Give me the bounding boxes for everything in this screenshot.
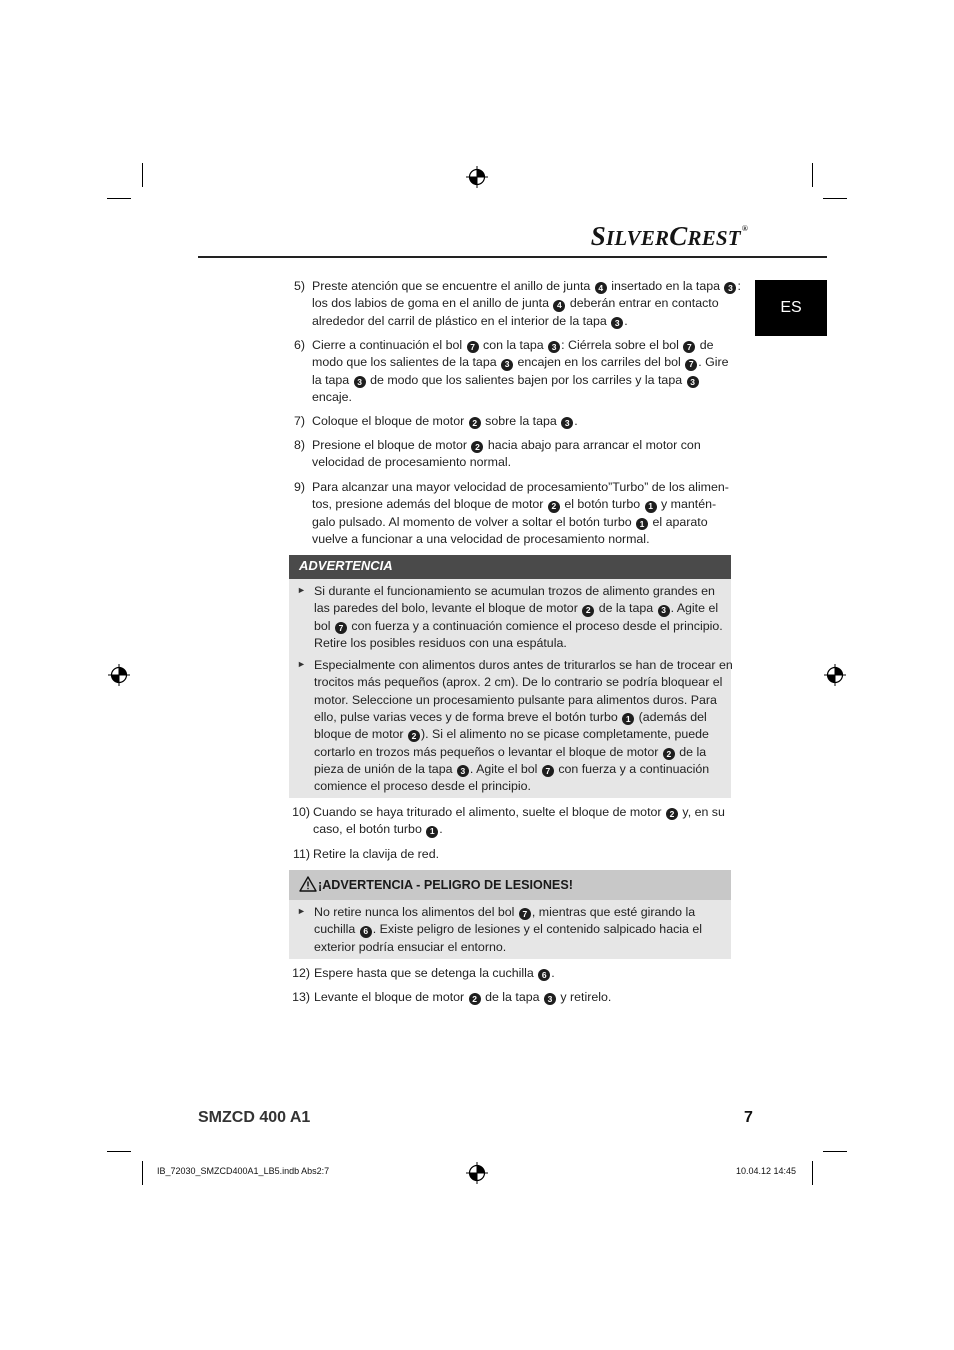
text-run: bol	[314, 618, 334, 633]
text-run: Cierre a continuación el bol	[312, 338, 466, 352]
text-run: ). Si el alimento no se picase completamente, puede	[421, 727, 709, 742]
text-run: y retirelo.	[556, 990, 612, 1004]
callout-number-icon: 3	[724, 282, 736, 294]
text-line	[312, 479, 729, 496]
callout-number-icon: 3	[457, 765, 469, 777]
text-line	[314, 744, 706, 761]
language-tab: ES	[755, 280, 827, 336]
text-line	[314, 657, 733, 674]
text-run: Retire los posibles residuos con una espátula.	[314, 635, 567, 650]
text-run: .	[624, 313, 628, 328]
callout-number-icon: 4	[595, 282, 607, 294]
step-number: 8)	[293, 438, 305, 452]
callout-number-icon: 7	[685, 359, 697, 371]
danger-header	[289, 870, 731, 900]
danger-title: ¡ADVERTENCIA - PELIGRO DE LESIONES!	[318, 878, 573, 892]
step-number: 10)	[292, 805, 310, 819]
text-run: los dos labios de goma en el anillo de junta	[312, 296, 553, 311]
text-line	[312, 354, 728, 371]
text-run: . Agite el	[670, 601, 719, 616]
crop-mark	[812, 1161, 813, 1185]
text-run: .	[551, 966, 555, 980]
step-number: 13)	[292, 990, 310, 1004]
step-number: 12)	[292, 966, 310, 980]
brand-logo: SILVERCREST®	[590, 221, 748, 251]
step-number: 9)	[293, 480, 305, 494]
text-run: Espere hasta que se detenga la cuchilla	[314, 966, 538, 980]
registration-mark-icon	[108, 664, 130, 686]
text-line	[313, 846, 439, 863]
text-run: exterior podría ensuciar el entorno.	[314, 939, 507, 954]
text-line	[312, 313, 628, 330]
callout-number-icon: 2	[469, 417, 481, 429]
callout-number-icon: 3	[561, 417, 573, 429]
text-line	[314, 939, 506, 956]
callout-number-icon: 3	[501, 359, 513, 371]
text-line	[314, 618, 723, 635]
text-run: con fuerza y a continuación comience el proceso desde el principio.	[347, 618, 723, 633]
slug-file: IB_72030_SMZCD400A1_LB5.indb Abs2:7	[157, 1166, 330, 1176]
text-run: caso, el botón turbo	[313, 822, 426, 837]
text-run: velocidad de procesamiento normal.	[312, 455, 512, 470]
text-run: vuelve a funcionar a una velocidad de procesamiento normal.	[312, 531, 650, 546]
crop-mark	[812, 163, 813, 187]
text-run: Coloque el bloque de motor	[312, 414, 468, 428]
callout-number-icon: 3	[611, 317, 623, 329]
text-line	[313, 804, 725, 821]
text-run: . Agite el bol	[469, 761, 541, 776]
registration-mark-icon	[466, 166, 488, 188]
text-run: .	[574, 414, 578, 428]
crop-mark	[107, 198, 131, 199]
text-run: modo que los salientes de la tapa	[312, 355, 501, 370]
text-line	[312, 531, 650, 548]
text-line	[312, 389, 352, 406]
text-run: de modo que los salientes bajen por los carriles y la tapa	[366, 372, 686, 387]
step-number: 11)	[293, 847, 310, 861]
step-number: 7)	[293, 414, 305, 428]
warning-header	[289, 555, 731, 579]
text-run: con la tapa	[479, 338, 548, 352]
callout-number-icon: 2	[582, 605, 594, 617]
text-line	[312, 337, 714, 354]
crop-mark	[107, 1151, 131, 1152]
text-run: la tapa	[312, 372, 353, 387]
text-run: galo pulsado. Al momento de volver a soltar el botón turbo	[312, 514, 636, 529]
text-run: cuchilla	[314, 922, 359, 937]
text-run: de	[696, 338, 714, 352]
text-run: comience el proceso desde el principio.	[314, 779, 531, 794]
callout-number-icon: 1	[645, 501, 657, 513]
text-run: cortarlo en trozos más pequeños o levantar el bloque de motor	[314, 744, 662, 759]
callout-number-icon: 7	[542, 765, 554, 777]
text-line	[314, 778, 531, 795]
text-run: de la tapa	[595, 601, 657, 616]
callout-number-icon: 2	[471, 441, 483, 453]
text-run: alrededor del carril de plástico en el interior de la tapa	[312, 313, 611, 328]
callout-number-icon: 3	[687, 376, 699, 388]
callout-number-icon: 2	[663, 748, 675, 760]
text-line	[314, 709, 707, 726]
text-line	[314, 921, 702, 938]
warning-triangle-icon	[299, 876, 317, 892]
callout-number-icon: 3	[544, 993, 556, 1005]
callout-number-icon: 1	[426, 826, 438, 838]
text-line	[313, 821, 443, 838]
text-run: y, en su	[678, 805, 725, 819]
text-line	[312, 514, 708, 531]
text-line	[312, 295, 719, 312]
text-run: :	[737, 279, 741, 293]
text-run: las paredes del bolo, levante el bloque de motor	[314, 601, 582, 616]
step-number: 6)	[293, 338, 305, 352]
bullet-arrow-icon: ►	[297, 906, 306, 916]
text-run: tos, presione además del bloque de motor	[312, 497, 547, 512]
text-run: hacia abajo para arrancar el motor con	[484, 438, 701, 452]
text-run: . Existe peligro de lesiones y el contenido salpicado hacia el	[372, 922, 703, 937]
registration-mark-icon	[466, 1162, 488, 1184]
text-run: , mientras que esté girando la	[531, 905, 696, 919]
text-line	[312, 278, 741, 295]
text-run: de la tapa	[481, 990, 543, 1004]
callout-number-icon: 3	[548, 341, 560, 353]
text-run: sobre la tapa	[481, 414, 561, 428]
text-line	[314, 726, 709, 743]
text-line	[314, 989, 611, 1006]
text-line	[314, 674, 722, 691]
text-run: Para alcanzar una mayor velocidad de procesamiento”Turbo” de los alimen-	[312, 480, 729, 494]
text-line	[314, 635, 567, 652]
callout-number-icon: 3	[354, 376, 366, 388]
callout-number-icon: 6	[360, 926, 372, 938]
callout-number-icon: 7	[683, 341, 695, 353]
text-run: Retire la clavija de red.	[313, 847, 440, 861]
text-line	[312, 454, 511, 471]
text-line	[314, 761, 709, 778]
text-run: No retire nunca los alimentos del bol	[314, 905, 518, 919]
registration-mark-icon	[824, 664, 846, 686]
text-run: con fuerza y a continuación	[554, 761, 710, 776]
callout-number-icon: 2	[548, 501, 560, 513]
callout-number-icon: 3	[658, 605, 670, 617]
slug-date: 10.04.12 14:45	[736, 1166, 797, 1176]
text-run: trocitos más pequeños (aprox. 2 cm). De lo contrario se podría bloquear el	[314, 675, 723, 690]
callout-number-icon: 2	[666, 808, 678, 820]
text-run: Cuando se haya triturado el alimento, suelte el bloque de motor	[313, 805, 665, 819]
callout-number-icon: 1	[622, 713, 634, 725]
text-run: encajen en los carriles del bol	[514, 355, 685, 370]
text-run: Levante el bloque de motor	[314, 990, 468, 1004]
callout-number-icon: 1	[636, 518, 648, 530]
text-run: Si durante el funcionamiento se acumulan trozos de alimento grandes en	[314, 584, 715, 598]
text-run: motor. Seleccione un procesamiento pulsante para alimentos duros. Para	[314, 692, 717, 707]
text-run: el aparato	[649, 514, 708, 529]
text-run: Preste atención que se encuentre el anillo de junta	[312, 279, 594, 293]
callout-number-icon: 6	[538, 969, 550, 981]
text-run: : Ciérrela sobre el bol	[561, 338, 683, 352]
page-number: 7	[744, 1109, 753, 1126]
text-line	[312, 437, 701, 454]
text-run: . Gire	[698, 355, 729, 370]
text-line	[314, 583, 715, 600]
text-run: de la	[675, 744, 707, 759]
text-line	[314, 600, 718, 617]
warning-title: ADVERTENCIA	[299, 558, 393, 573]
text-line	[312, 413, 578, 430]
text-run: el botón turbo	[560, 497, 644, 512]
text-line	[314, 965, 555, 982]
bullet-arrow-icon: ►	[297, 585, 306, 595]
callout-number-icon: 7	[335, 622, 347, 634]
callout-number-icon: 7	[519, 908, 531, 920]
crop-mark	[142, 163, 143, 187]
text-line	[312, 496, 716, 513]
text-run: deberán entrar en contacto	[566, 296, 719, 311]
callout-number-icon: 2	[469, 993, 481, 1005]
text-run: (además del	[635, 709, 707, 724]
header-rule	[198, 256, 827, 258]
text-run: encaje.	[312, 389, 352, 404]
bullet-arrow-icon: ►	[297, 659, 306, 669]
text-run: Especialmente con alimentos duros antes de triturarlos se han de trocear en	[314, 658, 733, 672]
text-line	[314, 904, 695, 921]
callout-number-icon: 4	[553, 300, 565, 312]
text-run: ello, pulse varias veces y de forma breve el botón turbo	[314, 709, 622, 724]
text-run: bloque de motor	[314, 727, 407, 742]
crop-mark	[142, 1161, 143, 1185]
text-run: insertado en la tapa	[607, 279, 724, 293]
step-number: 5)	[293, 279, 305, 293]
text-run: pieza de unión de la tapa	[314, 761, 456, 776]
text-run: y mantén-	[657, 497, 717, 512]
text-run: .	[439, 822, 443, 837]
text-run: Presione el bloque de motor	[312, 438, 471, 452]
callout-number-icon: 2	[408, 730, 420, 742]
crop-mark	[823, 1151, 847, 1152]
text-line	[312, 372, 700, 389]
callout-number-icon: 7	[467, 341, 479, 353]
model-number: SMZCD 400 A1	[198, 1109, 311, 1126]
text-line	[314, 692, 717, 709]
crop-mark	[823, 198, 847, 199]
